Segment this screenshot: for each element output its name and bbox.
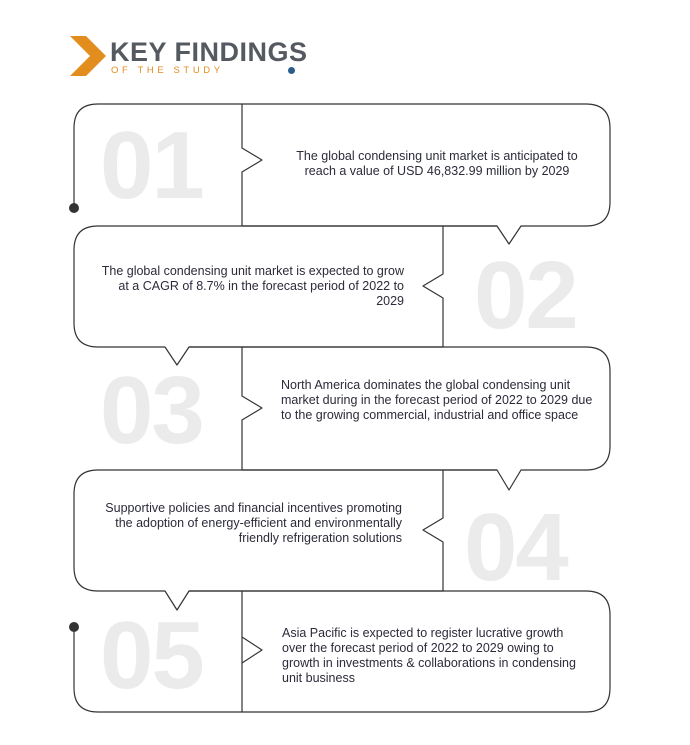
finding-text-4: Supportive policies and financial incentives promoting the adoption of energy-efficient and environmentally friendly refrigeration solutions — [105, 501, 402, 545]
finding-number-1: 01 — [100, 112, 203, 219]
end-dot — [69, 622, 79, 632]
finding-text-1: The global condensing unit market is anticipated to reach a value of USD 46,832.99 million by 2029 — [296, 149, 578, 178]
finding-text-2: The global condensing unit market is expected to grow at a CAGR of 8.7% in the forecast period of 2022 to 2029 — [101, 264, 404, 308]
finding-number-4: 04 — [464, 494, 567, 601]
page-subtitle: OF THE STUDY — [111, 65, 224, 76]
start-dot — [69, 203, 79, 213]
finding-number-3: 03 — [100, 357, 203, 464]
finding-text-3: North America dominates the global condensing unit market during in the forecast period of 2022 to 2029 due to the growing commercial, industrial and office space — [281, 378, 593, 422]
page-title: KEY FINDINGS — [110, 37, 308, 67]
finding-number-2: 02 — [474, 242, 577, 349]
finding-text-5: Asia Pacific is expected to register lucrative growth over the forecast period of 2022 to 2029 owing to growth in investments & collaborations in condensing unit business — [282, 626, 576, 685]
finding-number-5: 05 — [100, 602, 203, 709]
